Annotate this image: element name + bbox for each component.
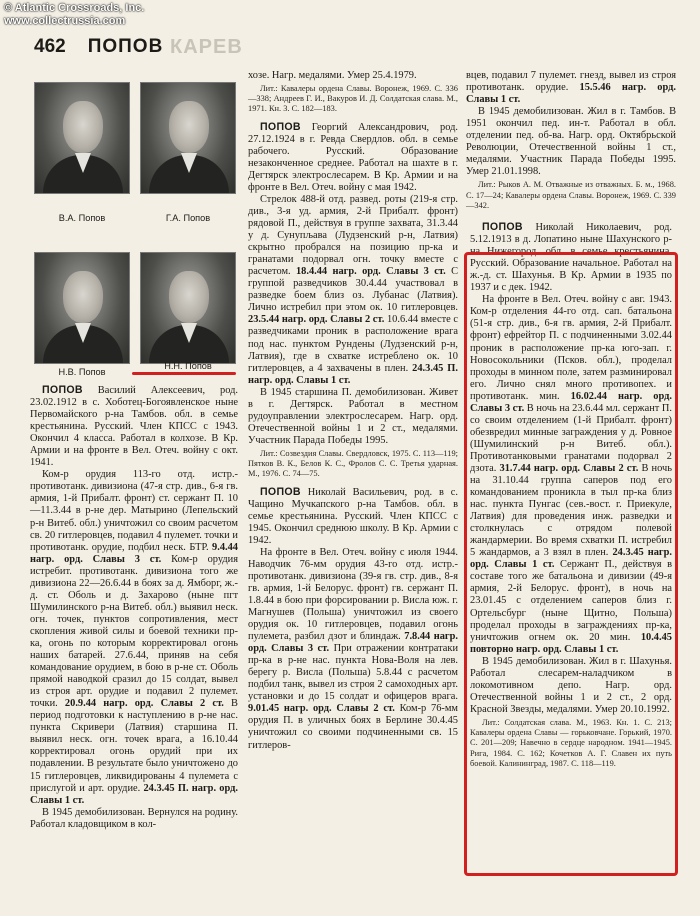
photo-caption: Н.В. Попов — [58, 367, 106, 377]
entry-text: 10.6.44 вместе с разведчиками проник в расположение врага под нас. пунктом Рундены (Лудзенский р-н, Латвия), где в схватке истреблено ок. 10 гитлеровцев, а 4 захвачены в плен. — [248, 314, 458, 374]
entry-text: Сержант П., действуя в составе того же батальона и дивизии (49-я армия, 2-й Белорус. фронт), в ночь на 23.01.45 с отделением саперов близ г. Ортельсбург (ныне Щитно, Польша) проделал проходы в заграждениях пр-ка, уничтожив огнем ок. 20 мин. — [470, 559, 672, 643]
portrait-face — [63, 271, 103, 323]
entry-paragraph: В 1945 демобилизован. Жил в г. Шахунья. Работал слесарем-наладчиком в локомотивном депо. Нагр. орд. Отечественной войны 1 и 2 ст., 2 орд. Красной Звезды, медалями. Умер 20.10.1992. — [470, 655, 672, 715]
entry-text: Василий Алексеевич, род. 23.02.1912 в с. Хоботец-Богоявленское ныне Первомайского р-на Тамбов. обл. в семье крестьянина. Русский. Член КПСС с 1943. Окончил 4 класса. Работал в колхозе. В Кр. Армии и на фронте в Вел. Отеч. войну с окт. 1941. — [30, 385, 238, 469]
entry-text: Стрелок 488-й отд. развед. роты (219-я стр. див., 3-я уд. армия, 2-й Прибалт. фронт) рядовой П., действуя в группе захвата, 31.3.44 у д. Сунупљава (Лудзенский р-н, Латвия) скрытно пробрался на позицию пр-ка и гранатами подорвал огн. точку вместе с расчетом. — [248, 193, 458, 278]
entry-paragraph: В 1945 демобилизован. Жил в г. Тамбов. В 1951 окончил пед. ин-т. Работал в обл. отделении пед. об-ва. Нагр. орд. Октябрьской Революции, Отечественной войны 1 ст., медалями. Участник Парада Победы 1995. Умер 21.01.1998. — [466, 106, 676, 178]
entry-paragraph — [248, 194, 458, 387]
award-text: 18.4.44 нагр. орд. Славы 3 ст. — [290, 266, 446, 278]
entry-text: Ком-р орудия 113-го отд. истр.-противотанк. дивизиона (47-я стр. див., 6-я гв. армия, 1-й Прибалт. фронт) ст. сержант П. 10—11.3.44 в р-не дер. Матырино (Лепельский р-н Витеб. обл.) уничтожил со своим расчетом св. 20 гитлеровцев, подавил 4 пулемет. точки и противотанк. орудие, подбил неск. БТР. — [30, 469, 238, 553]
entry-text: Николай Николаевич, род. 5.12.1913 в д. Лопатино ныне Шахунского р-на Нижегород. обл. в семье крестьянина. Русский. Образование начальное. Работал на ж.-д. ст. Шахунья. В Кр. Армии в 1935 по 1937 и с дек. 1942. — [470, 222, 672, 294]
entry-surname: ПОПОВ — [482, 221, 523, 234]
portrait-photo-nn-popov — [140, 252, 236, 364]
literature-note: Лит.: Созвездия Славы. Свердловск, 1975. С. 113—119; Пятков В. К., Белов К. С., Фролов С. С. Третья ударная. М., 1976. С. 74—75. — [248, 448, 458, 479]
red-highlight-box — [464, 252, 678, 876]
literature-note: Лит.: Солдатская слава. М., 1963. Кн. 1. С. 213; Кавалеры ордена Славы — горьковчане. Горький, 1970. С. 201—209; Навечно в сердце народном. 1941—1945. Рига, 1984. С. 162; Кочетков А. Г. Славен их путь боевой. Калининград, 1987. С. 118—119. — [470, 717, 672, 768]
entry-paragraph — [248, 547, 458, 752]
entry-paragraph — [466, 70, 676, 106]
photo-caption: В.А. Попов — [58, 213, 106, 223]
page-number: 462 — [34, 36, 66, 57]
entry-text: Георгий Александрович, род. 27.12.1924 в г. Ревда Свердлов. обл. в семье рабочего. Русский. Образование незаконченное среднее. Работал на шахте в г. Дегтярск электрослесарем. В Кр. Армии и на фронте в Вел. Отеч. войну с мая 1942. — [248, 121, 458, 193]
photo-grid — [30, 66, 238, 384]
entry-text: Николай Васильевич, род. в с. Чащино Мучкапского р-на Тамбов. обл. в семье крестьянина. Русский. Член КПСС с 1945. Окончил среднюю школу. В Кр. Армии с 1942. — [248, 486, 458, 546]
portrait-face — [63, 101, 103, 153]
column-1 — [30, 66, 238, 831]
entry-text: В период подготовки к наступлению в р-не нас. пункта Скривери (Латвия) старшина П. выявил неск. огн. точек врага, а 16.10.44 корректировал огонь орудий при их подавлении. В результате было уничтожено до 15 гитлеровцев, ликвидированы 4 пулемета с прислугой и арт. орудие. — [30, 698, 238, 794]
entry-text: В ночь на 23.6.44 мл. сержант П. со своим отделением (1-й Прибалт. фронт) обезвредил минные заграждения у д. Ровное (Шумилинский р-н Витеб. обл.). Противотанковыми гранатами подорвал 2 дзота. — [470, 402, 672, 474]
entry-text: Ком-р 76-мм орудия П. в уличных боях в Берлине 30.4.45 уничтожил со своими подчиненными св. 15 гитлеров- — [248, 703, 458, 751]
entry-surname: ПОПОВ — [260, 120, 301, 133]
entry-surname: ПОПОВ — [260, 485, 301, 498]
portrait-photo-nv-popov — [34, 252, 130, 364]
bleed-through-text: КАРЕВ — [170, 36, 243, 58]
literature-note: Лит.: Кавалеры ордена Славы. Воронеж, 1969. С. 336—338; Андреев Г. И., Вакуров И. Д. Солдатская слава. М., 1971. Кн. 3. С. 182—183. — [248, 84, 458, 114]
entry-surname: ПОПОВ — [42, 384, 83, 396]
entry-text: В ночь на 31.10.44 группа саперов под его командованием проникла в тыл пр-ка близ нас. пункта Пунгас (сев.-вост. г. Приекуле, Латвия) для проведения инж. разведки и столкнулась с отрядом полевой жандармерии. Во время схватки П. истребил 5 жандармов, а 3 взял в плен. — [470, 462, 672, 559]
entry-paragraph — [30, 469, 238, 806]
award-text: 20.9.44 нагр. орд. Славы 2 ст. — [57, 698, 224, 710]
page-header — [34, 36, 674, 60]
entry-paragraph: В 1945 демобилизован. Вернулся на родину. Работал кладовщиком в кол- — [30, 806, 238, 830]
entry-text: На фронте в Вел. Отеч. войну с июля 1944. Наводчик 76-мм орудия 43-го отд. истр.-противотанк. дивизиона (39-я гв. стр. див., 8-я гв. армия, 1-й Белорус. фронт) гв. сержант П. 1.8.44 в бою при форсировании р. Висла юж. г. Магнушев (Польша) уничтожил из своего орудия ок. 10 гитлеровцев, подавил огонь пулемета, разбил дзот и блиндаж. — [248, 546, 458, 643]
award-text: 10.4.45 повторно нагр. орд. Славы 1 ст. — [470, 631, 672, 655]
entry-paragraph: хозе. Нагр. медалями. Умер 25.4.1979. — [248, 70, 417, 81]
entry-text: С группой разведчиков 30.4.44 участвовал в разведке боем близ оз. Лубанас (Латвия). Лично истребил при этом ок. 10 гитлеровцев. — [248, 266, 458, 314]
entry-text: вцев, подавил 7 пулемет. гнезд, вывел из строя противотанк. орудие. — [466, 70, 676, 94]
award-text: 24.3.45 П. нагр. орд. Славы 1 ст. — [30, 782, 238, 806]
watermark — [4, 2, 144, 28]
entry-text: При отражении контратаки пр-ка в р-не нас. пункта Нова-Воля на лев. берегу р. Висла (Польша) 5.8.44 с расчетом подбил танк, вывел из строя 2 самоходных арт. установки и до 15 солдат и офицеров врага. — [248, 643, 459, 703]
photo-caption: Н.Н. Попов — [164, 361, 212, 371]
award-text: 23.5.44 нагр. орд. Славы 2 ст. — [248, 314, 385, 326]
watermark-line-2: www.collectrussia.com — [4, 15, 126, 27]
entry-paragraph — [248, 486, 458, 547]
literature-note: Лит.: Рыков А. М. Отважные из отважных. Б. м., 1968. С. 17—24; Кавалеры ордена Славы. Воронеж, 1969. С. 339—342. — [466, 180, 676, 210]
portrait-photo-va-popov — [34, 82, 130, 194]
column-2 — [248, 70, 458, 752]
entry-paragraph: В 1945 старшина П. демобилизован. Живет в г. Дегтярск. Работал в местном рудоуправлении электрослесарем. Нагр. орд. Отечественной войны 1 и 2 ст., медалями. Участник Парада Победы 1995. — [248, 386, 458, 446]
entry-paragraph — [30, 384, 238, 469]
red-underline-annotation — [132, 372, 236, 375]
award-text: 15.5.46 нагр. орд. Славы 1 ст. — [466, 82, 676, 106]
award-text: 31.7.44 нагр. орд. Славы 2 ст. — [496, 462, 639, 474]
award-text: 24.3.45 нагр. орд. Славы 1 ст. — [470, 547, 672, 571]
award-text: 9.01.45 нагр. орд. Славы 2 ст. — [248, 703, 395, 715]
entry-text: На фронте в Вел. Отеч. войну с авг. 1943. Ком-р отделения 44-го отд. сап. батальона (51-я стр. див., 6-я гв. армия, 2-й Прибалт. фронт) ефрейтор П. с подчиненными 3.02.44 проник в расположение пр-ка юго-зап. г. Новосокольники (Псков. обл.), проделал проходы в минном поле, затем разминировал его. Лично снял много противопех. и противотанк. мин. — [470, 294, 672, 402]
portrait-face — [169, 271, 209, 323]
entry-text: Ком-р орудия истребит. противотанк. дивизиона того же дивизиона 22—26.6.44 в боях за д. Ямборг, ж.-д. ст. Оболь и д. Захарово (ныне пгт Шумилинского р-на Витеб. обл.) выявил неск. огн. точек, пунктов сопротивления, мест скопления живой силы и боевой техники пр-ка, огонь по которым корректировал огонь наших батарей. 27.6.44, приняв на себя командование орудием, в бою в р-не ст. Оболь прямой наводкой сразил до 15 солдат, вывел из строя арт. орудие и подавил 2 пулемет. точки. — [30, 553, 238, 710]
award-text: 24.3.45 П. нагр. орд. Славы 1 ст. — [248, 362, 458, 386]
award-text: 9.4.44 нагр. орд. Славы 3 ст. — [30, 541, 238, 565]
watermark-line-1: © Atlantic Crossroads, Inc. — [4, 2, 145, 14]
portrait-photo-ga-popov — [140, 82, 236, 194]
award-text: 7.8.44 нагр. орд. Славы 3 ст. — [248, 631, 459, 655]
photo-caption: Г.А. Попов — [165, 213, 211, 223]
entry-paragraph — [248, 121, 458, 194]
award-text: 16.02.44 нагр. орд. Славы 3 ст. — [470, 390, 672, 414]
running-head: ПОПОВ — [87, 36, 164, 57]
portrait-face — [169, 101, 209, 153]
